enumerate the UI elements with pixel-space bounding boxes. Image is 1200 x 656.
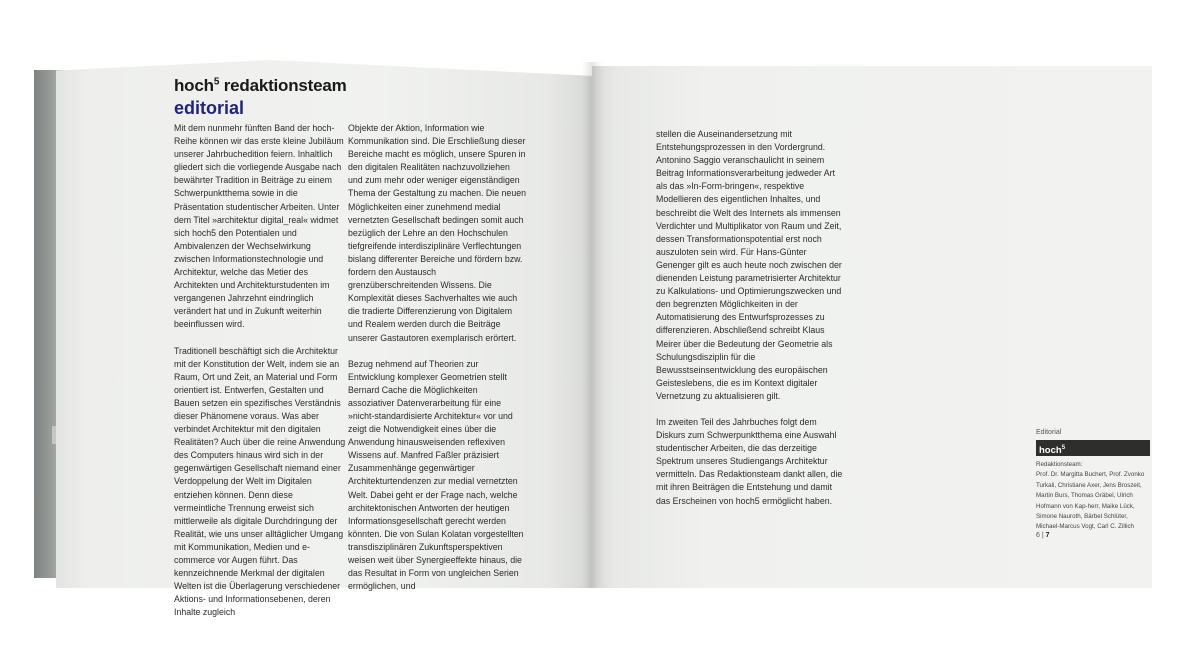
page-numbers [1036,532,1050,539]
brand-bar [1036,440,1150,456]
section-label: Editorial [1036,429,1062,436]
paragraph: Bezug nehmend auf Theorien zur Entwicklung komplexer Geometrien stellt Bernard Cache die Möglichkeiten assoziativer Datenverarbeitung für eine »nicht-standardisierte Architektur« vor und zeigt die Notwendigkeit eines über die Anwendung hinausweisenden reflexiven Wissens auf. Manfred Faßler präzisiert Zusammenhänge gegenwärtiger Architekturtendenzen zur medial vernetzten Welt. Dabei geht er der Frage nach, welche architektonischen Antworten der heutigen Informationsgesellschaft gerecht werden könnten. Die von Sulan Kolatan vorgestellten transdisziplinären Zukunftsperspektiven weisen weit über Synergieeffekte hinaus, die das Resultat in Form von ungleichen Serien ermöglichen, und [348,358,524,592]
text-column-3 [656,128,846,508]
page-title [174,76,347,96]
paragraph: stellen die Auseinandersetzung mit Entstehungsprozessen in den Vordergrund. Antonino Saggio veranschaulicht in seinem Beitrag Informationsverarbeitung jedweder Art als das »In-Form-bringen«, respektive Modellieren des eigentlichen Inhaltes, und beschreibt die Welt des Internets als immensen Verdichter und Multiplikator von Raum und Zeit, dessen Transformationspotential erst noch auszuloten sein wird. Für Hans-Günter Genenger gilt es auch heute noch zwischen der dienenden Leistung parametrisierter Architektur zu Kalkulations- und Optimierungszwecken und den begrenzten Möglichkeiten in der Automatisierung des Entwurfsprozesses zu differenzieren. Abschließend schreibt Klaus Meirer über die Bedeutung der Geometrie als Schulungsdisziplin für die Bewusstseinsentwicklung des europäischen Geisteslebens, die es im Kontext digitaler Vernetzung zu aktualisieren gilt. [656,129,842,401]
page-number-left: 6 [1036,532,1040,539]
paragraph: Mit dem nunmehr fünften Band der hoch-Reihe können wir das erste kleine Jubiläum unserer Jahrbuchedition feiern. Inhaltlich gliedert sich die vorliegende Ausgabe nach bewährter Tradition in Beiträge zu einem Schwerpunktthema sowie in die Präsentation studentischer Arbeiten. Unter dem Titel »architektur digital_real« widmet sich hoch5 den Potentialen und Ambivalenzen der Wechselwirkung zwischen Informationstechnologie und Architektur, welche das Metier des Architekten und Architekturstudenten im vergangenen Jahrzehnt eindringlich verändert hat und in Zukunft weiterhin beeinflussen wird. [174,123,344,330]
team-heading: Redaktionsteam: [1036,461,1083,468]
page-subtitle: editorial [174,98,245,118]
text-column-1 [174,122,346,619]
page-number-right: 7 [1045,532,1050,539]
paragraph: Traditionell beschäftigt sich die Architektur mit der Konstitution der Welt, indem sie an Raum, Ort und Zeit, an Material und Form orientiert ist. Entwerfen, Gestalten und Bauen setzen ein spezifisches Verständnis dieser Phänomene voraus. Was aber verbindet Architektur mit den digitalen Realitäten? Auch über die reine Anwendung des Computers hinaus wird sich in der gegenwärtigen Gesellschaft niemand einer Verdoppelung der Welt im Digitalen entziehen können. Denn diese vermeintliche Trennung erweist sich mittlerweile als digitale Durchdringung der Realität, wie uns unser alltäglicher Umgang mit Kommunikation, Medien und e-commerce vor Augen führt. Das kennzeichnende Merkmal der digitalen Welten ist die Überlagerung verschiedener Aktions- und Informationsebenen, deren Inhalte zugleich [174,345,346,618]
team-members: Prof. Dr. Margitta Buchert, Prof. Zvonko Turkali, Christiane Axer, Jens Broszeit, Martin Burs, Thomas Gräbel, Ulrich Hofmann von Kap-herr, Maike Lück, Simone Nauroth, Bärbel Schlüter, Michael-Marcus Vogt, Carl C. Zillich [1036,471,1145,531]
brand-name: hoch [1039,445,1062,457]
paragraph: Im zweiten Teil des Jahrbuches folgt dem Diskurs zum Schwerpunktthema eine Auswahl studentischer Arbeiten, die das derzeitige Spektrum unseres Studiengangs Architektur vermitteln. Das Redaktionsteam dankt allen, die mit ihren Beiträgen die Entstehung und damit das Erscheinen von hoch5 ermöglicht haben. [656,416,843,506]
title-rest: redaktionsteam [219,76,347,95]
book-gutter [582,62,604,588]
paragraph: Objekte der Aktion, Information wie Kommunikation sind. Die Erschließung dieser Bereiche macht es möglich, unsere Spuren in den digitalen Realitäten nachzuvollziehen und zum mehr oder weniger eigenständigen Thema der Gestaltung zu machen. Die neuen Möglichkeiten einer zunehmend medial vernetzten Gesellschaft bedingen somit auch bezüglich der Lehre an den Hochschulen tiefgreifende interdisziplinäre Verflechtungen bislang differenter Bereiche und fördern bzw. fordern den Austausch grenzüberschreitenden Wissens. Die Komplexität dieses Sachverhaltes wie auch die tradierte Differenzierung von Digitalem und Realem werden durch die Beiträge unserer Gastautoren exemplarisch erörtert. [348,123,526,343]
title-brand: hoch [174,76,214,95]
brand-superscript: 5 [1061,445,1066,451]
team-credits [1036,460,1150,533]
page-number-separator: | [1041,532,1044,539]
title-superscript: 5 [213,76,220,88]
text-column-2 [348,122,526,593]
